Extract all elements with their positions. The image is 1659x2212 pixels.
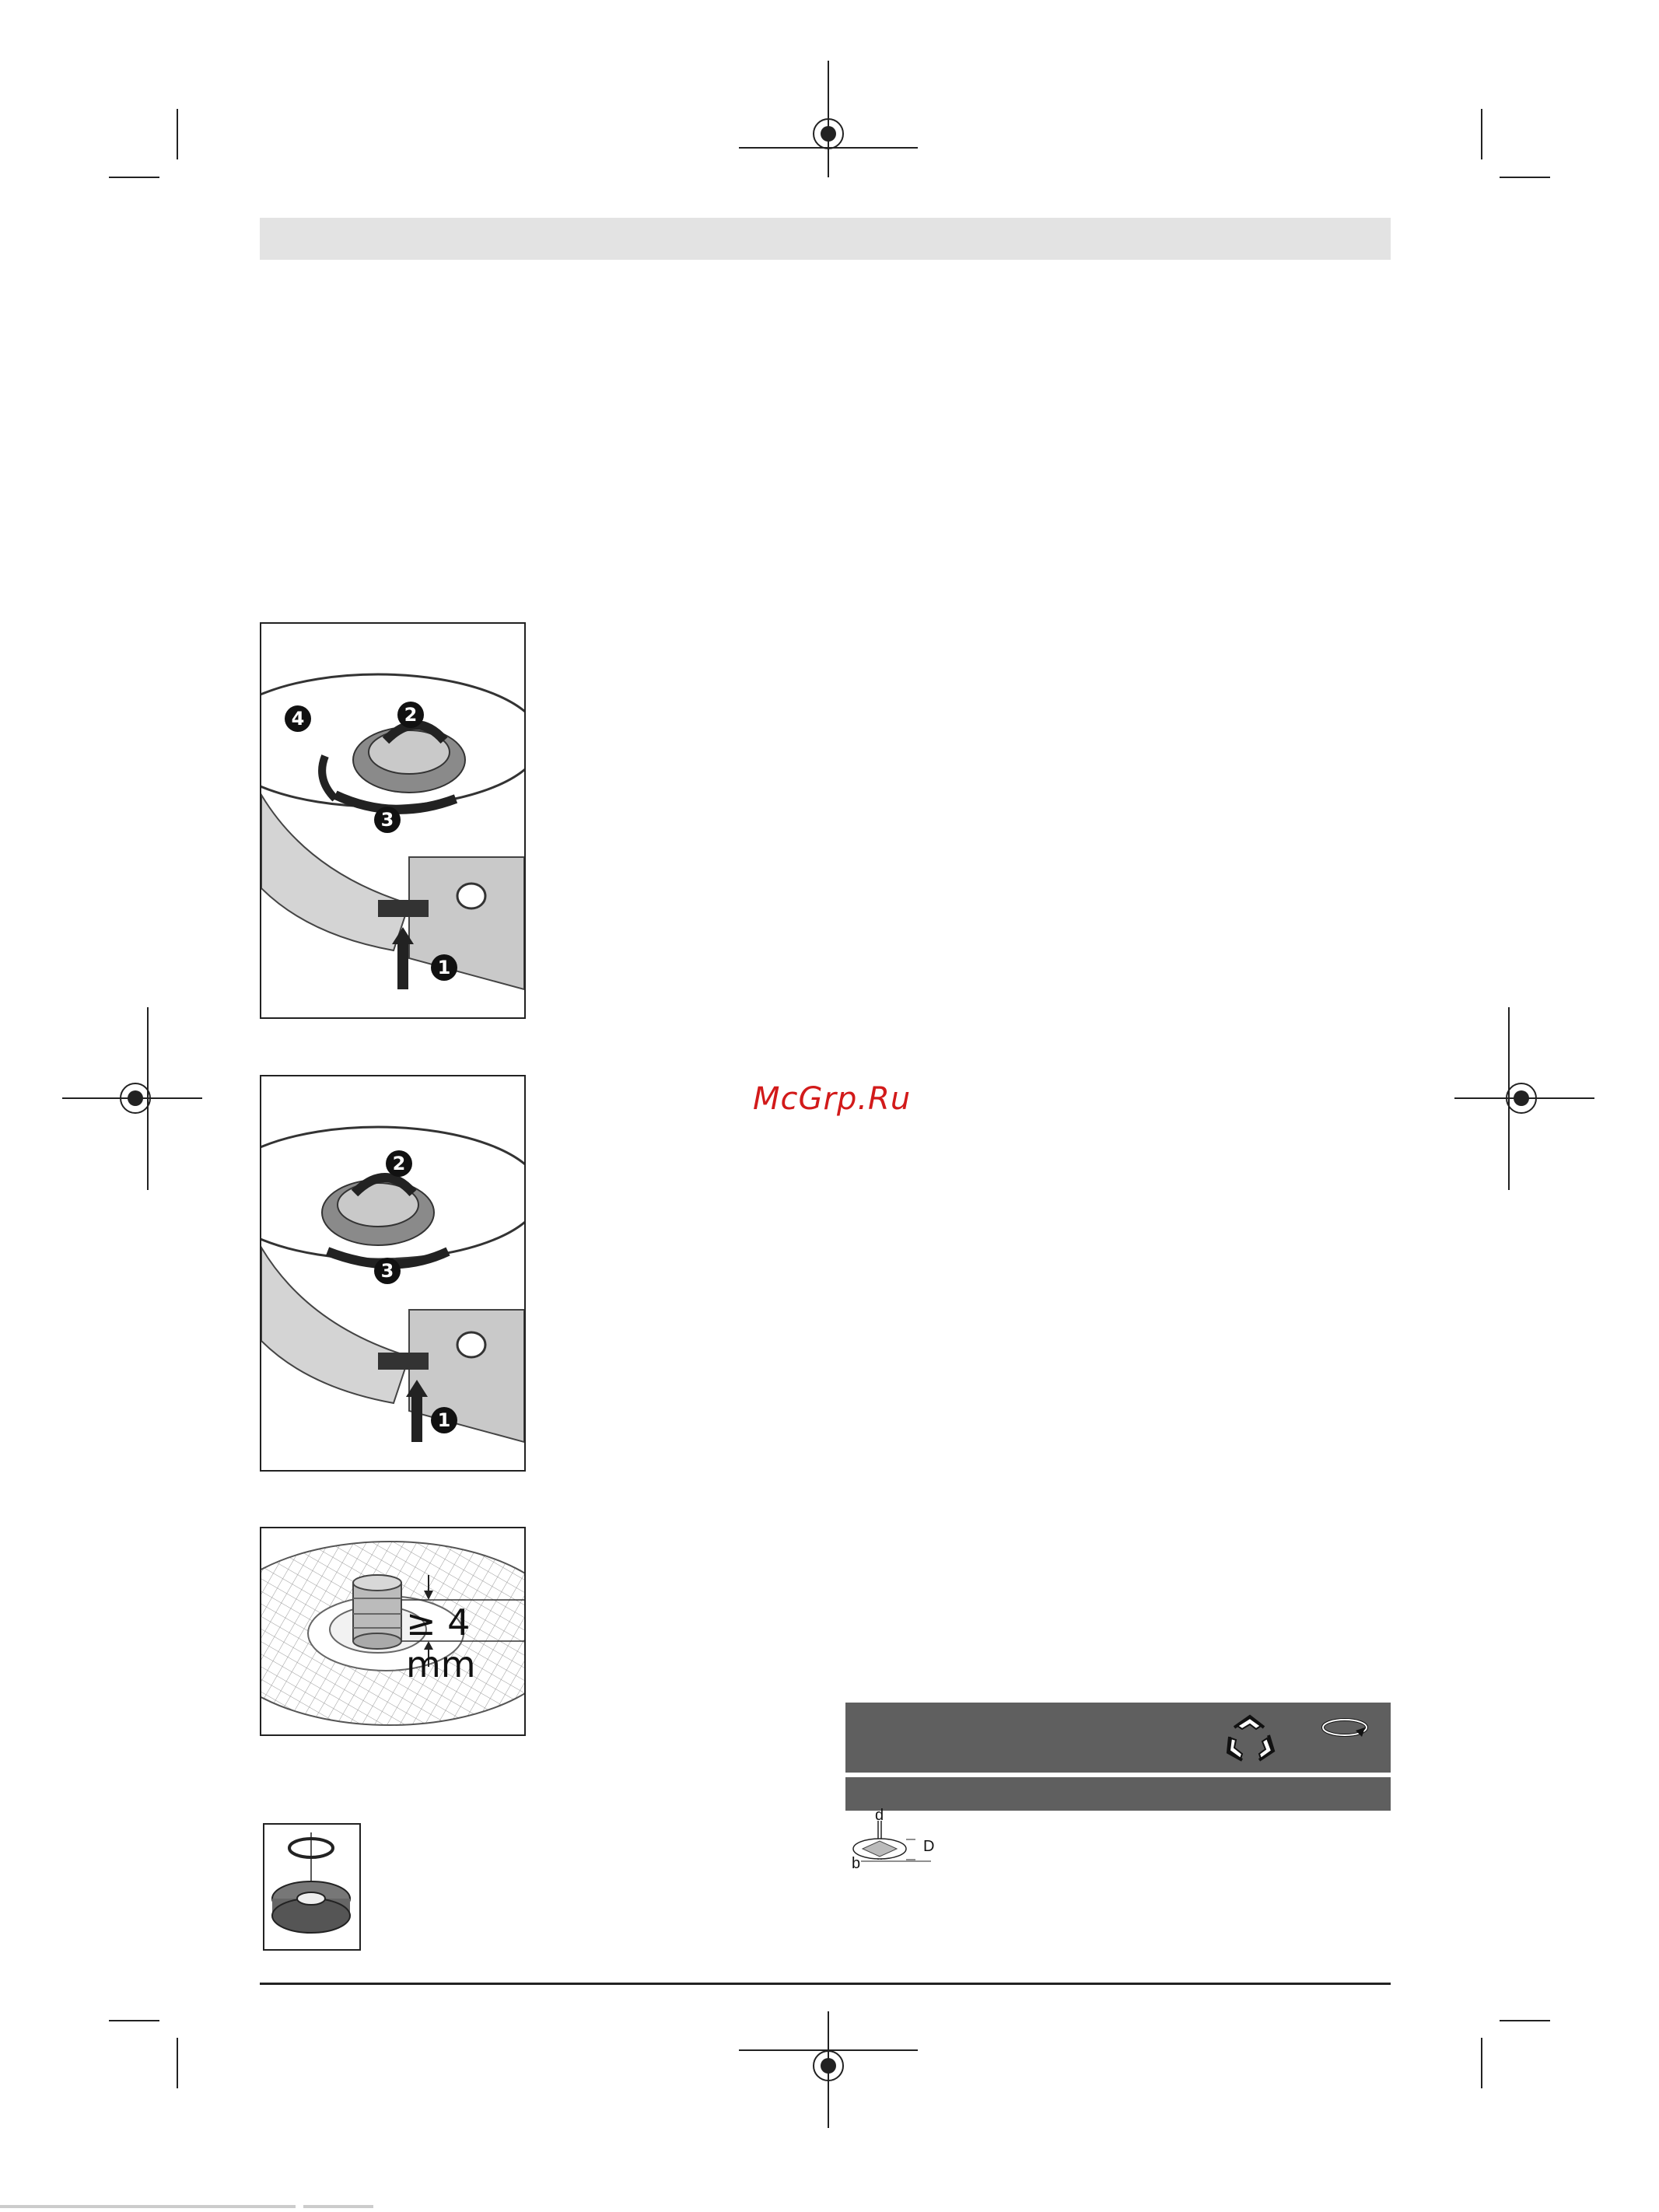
rotation-icon <box>1318 1712 1373 1743</box>
step-badge-2: 2 <box>397 702 424 728</box>
step-badge-2: 2 <box>386 1150 412 1177</box>
step-badge-3: 3 <box>374 807 401 833</box>
step-badge-1: 1 <box>431 954 457 981</box>
table-header <box>845 1703 1391 1773</box>
table-divider <box>845 1773 1391 1774</box>
figure-disc-ring <box>263 1823 361 1951</box>
print-marks-strip <box>0 2198 1659 2206</box>
disc-and-ring-illustration <box>264 1825 359 1949</box>
figure-guard-adjust-1 <box>260 622 526 1019</box>
header-bar <box>260 218 1391 260</box>
figure-guard-adjust-2 <box>260 1075 526 1472</box>
step-badge-1: 1 <box>431 1407 457 1433</box>
disc-dimension-diagram <box>845 1807 939 1877</box>
min-thread-label: ≥ 4 mm <box>406 1601 476 1685</box>
watermark: McGrp.Ru <box>753 1081 912 1117</box>
recycle-icon <box>1219 1712 1281 1766</box>
dim-label-D: D <box>923 1838 935 1855</box>
step-badge-4: 4 <box>285 705 311 732</box>
table-subheader <box>845 1777 1391 1811</box>
figure-flange-thread <box>260 1527 526 1736</box>
footer-rule <box>260 1983 1391 1985</box>
dim-label-d: d <box>875 1807 884 1824</box>
dim-label-b: b <box>852 1855 861 1872</box>
step-badge-3: 3 <box>374 1258 401 1284</box>
